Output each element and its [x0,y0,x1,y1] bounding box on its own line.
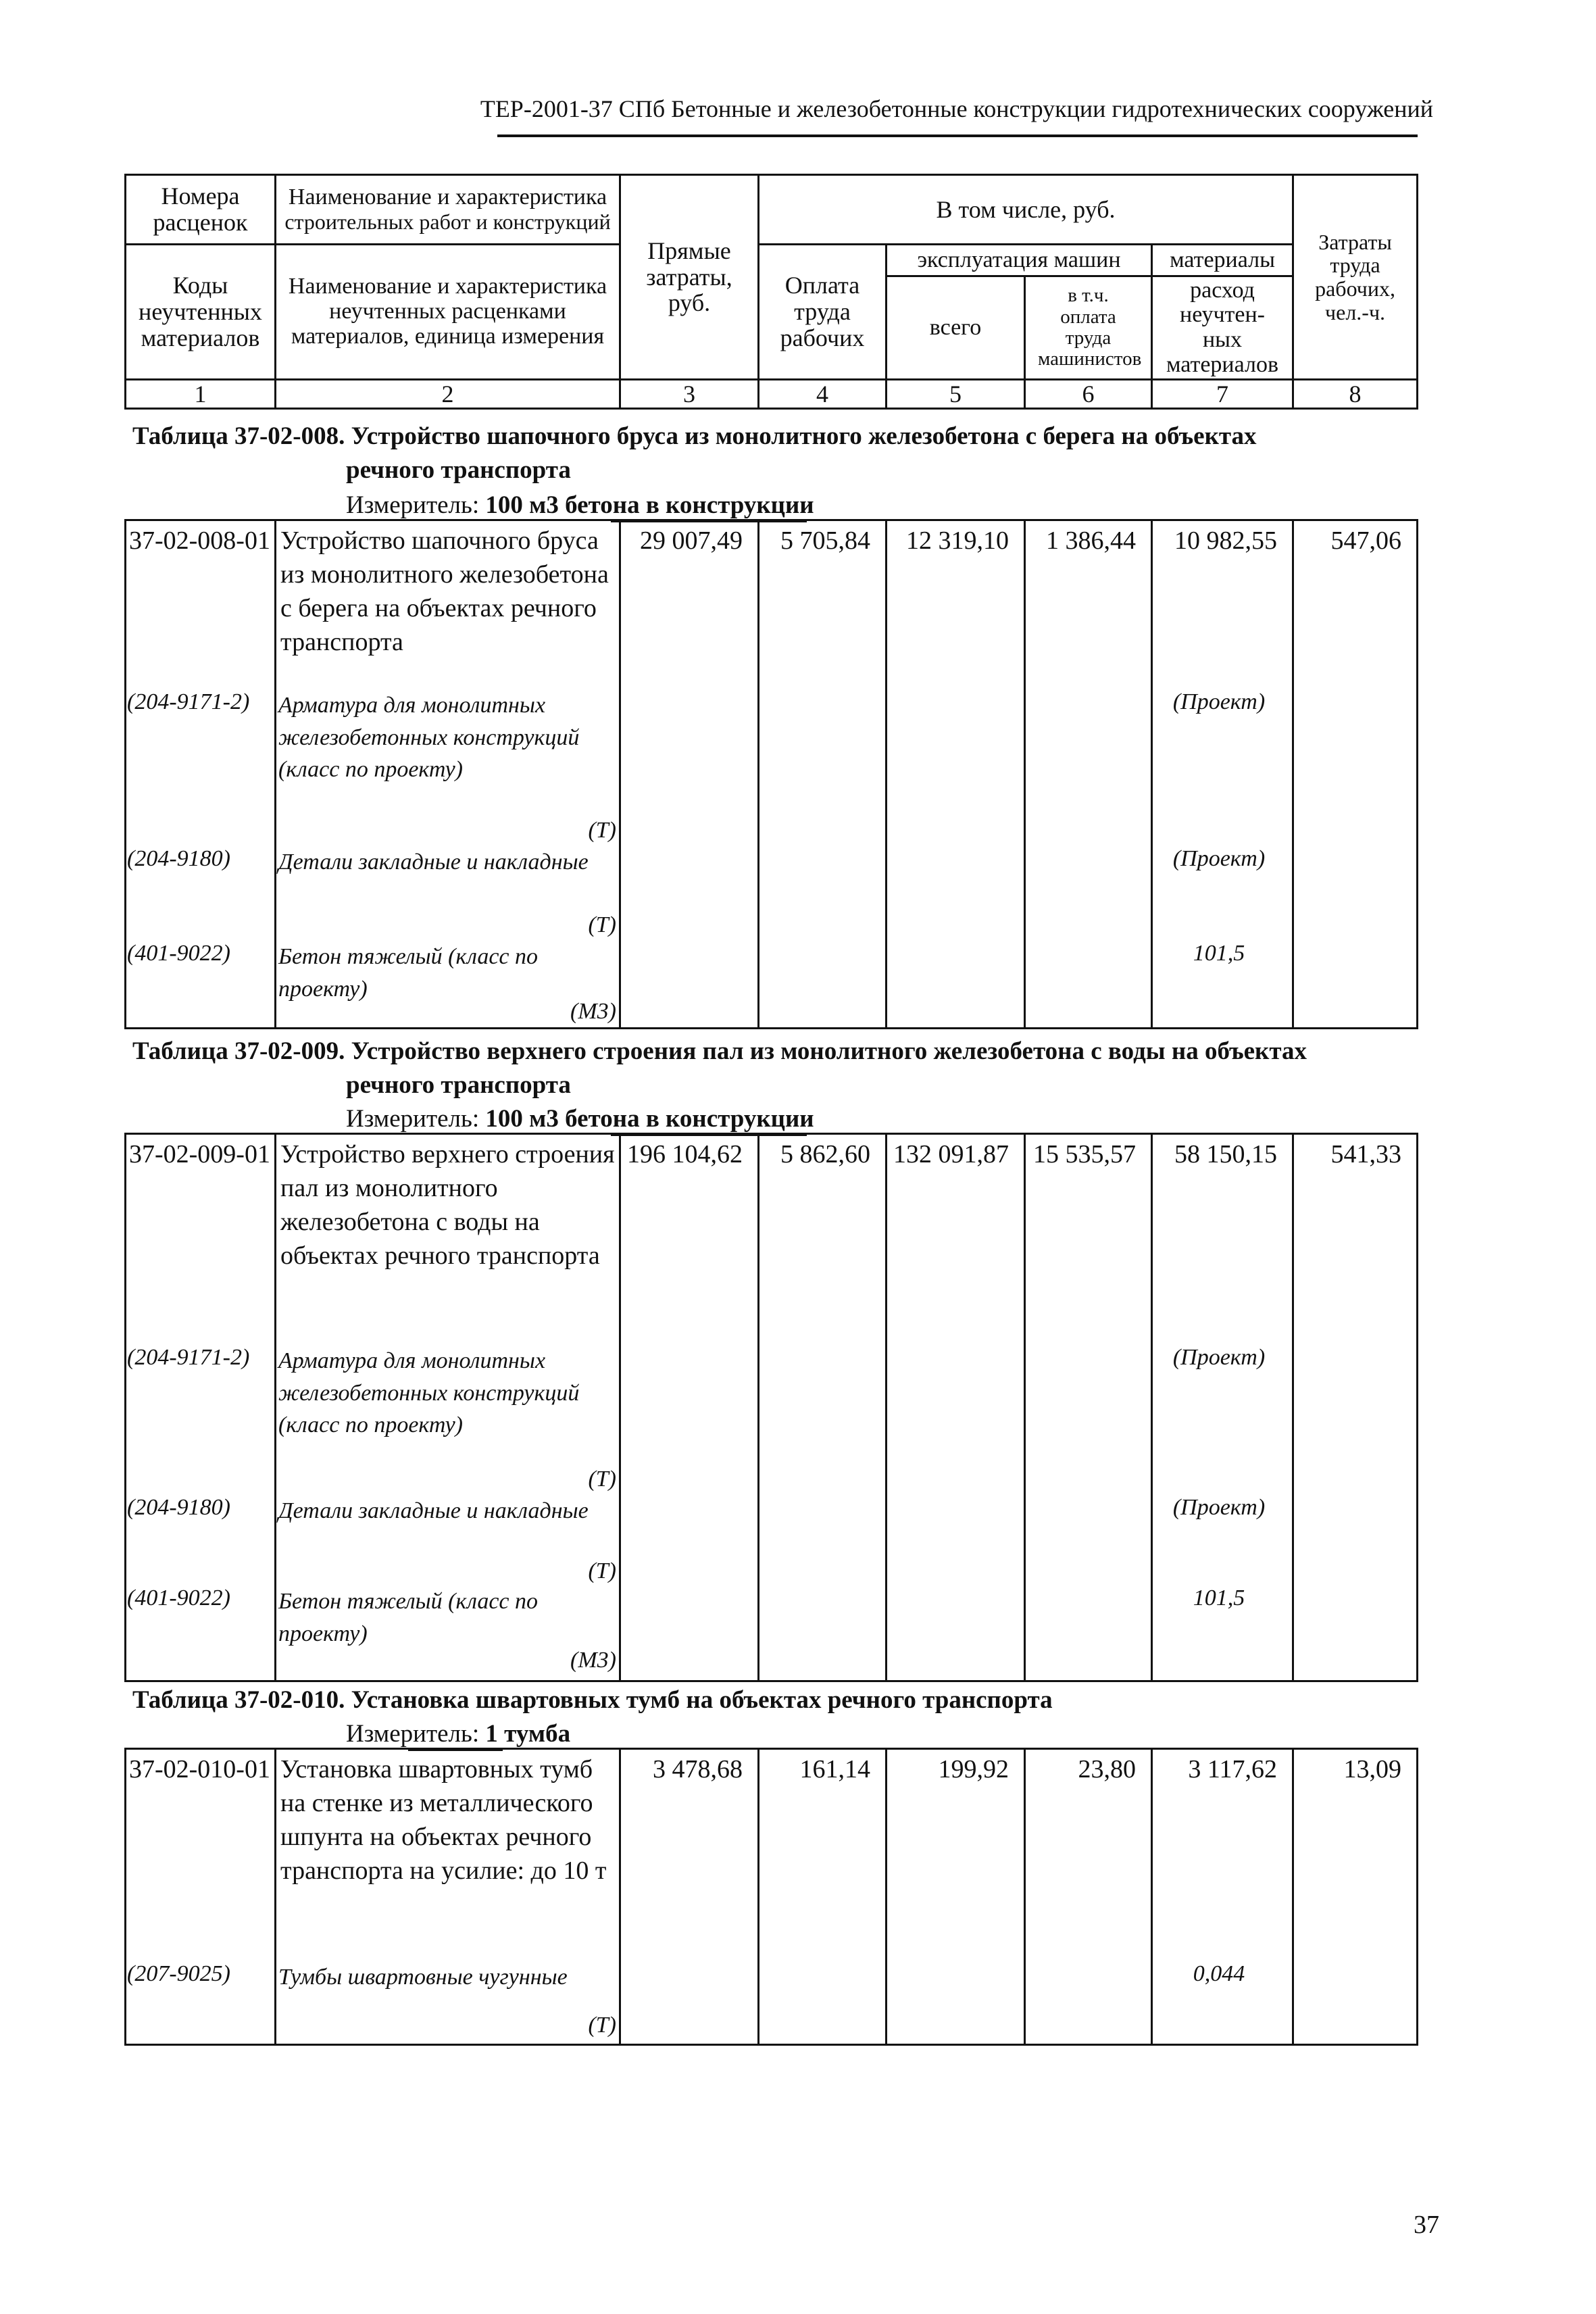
header-machines-total: всего [887,276,1025,380]
material-code: (401-9022) [127,941,230,966]
material-code: (401-9022) [127,1585,230,1610]
material-name: Детали закладные и накладные [278,850,589,875]
machinists-pay: 1 386,44 [1025,520,1152,1029]
page-header-title: ТЕР-2001-37 СПб Бетонные и железобетонные конструкции гидротехнических сооружений [480,95,1433,122]
col-num-7: 7 [1152,380,1293,409]
table-010-meter: Измеритель: 1 тумба [346,1720,571,1748]
material-name: Бетон тяжелый (класс по проекту) [278,1589,538,1646]
material-unit: (Т) [588,1467,616,1492]
col-num-5: 5 [887,380,1025,409]
material-name: Арматура для монолитных железобетонных конструкций (класс по проекту) [278,1348,580,1438]
machines-total: 12 319,10 [887,520,1025,1029]
table-009-caption-line1: Таблица 37-02-009. Устройство верхнего строения пал из монолитного железобетона с воды на объектах [132,1037,1307,1065]
rate-code: 37-02-009-01 [126,1134,276,1681]
header-labor-pay: Оплата труда рабочих [759,245,887,380]
col-num-6: 6 [1025,380,1152,409]
material-value: (Проект) [1172,1345,1266,1370]
materials-cost: 10 982,55 [1152,520,1293,1029]
table-009-meter: Измеритель: 100 м3 бетона в конструкции [346,1105,814,1133]
rate-code: 37-02-010-01 [126,1749,276,2045]
material-name: Бетон тяжелый (класс по проекту) [278,944,538,1002]
labor-hours: 541,33 [1293,1134,1418,1681]
materials-cost: 58 150,15 [1152,1134,1293,1681]
machinists-pay: 15 535,57 [1025,1134,1152,1681]
table-row [126,1749,1418,2045]
material-code: (204-9171-2) [127,1345,250,1370]
rate-code: 37-02-008-01 [126,520,276,1029]
header-machinists-pay: в т.ч. оплата труда машинистов [1025,276,1152,380]
col-num-1: 1 [126,380,276,409]
header-name-materials: Наименование и характеристика неучтенных расценками материалов, единица измерения [276,245,620,380]
page-number: 37 [1414,2211,1439,2239]
header-direct-costs: Прямые затраты, руб. [620,175,759,380]
material-value: (Проект) [1172,689,1266,714]
material-code: (207-9025) [127,1961,230,1986]
material-value: (Проект) [1172,846,1266,871]
material-code: (204-9180) [127,1495,230,1520]
col-num-8: 8 [1293,380,1418,409]
machines-total: 132 091,87 [887,1134,1025,1681]
material-unit: (Т) [588,1558,616,1583]
material-unit: (М3) [570,999,616,1024]
table-009-caption-line2: речного транспорта [346,1071,571,1099]
header-materials: материалы [1152,245,1293,276]
material-name: Арматура для монолитных железобетонных конструкций (класс по проекту) [278,693,580,783]
header-kody: Коды неучтенных материалов [126,245,276,380]
labor-hours: 547,06 [1293,520,1418,1029]
labor-pay: 5 705,84 [759,520,887,1029]
col-num-4: 4 [759,380,887,409]
table-008-caption-line1: Таблица 37-02-008. Устройство шапочного бруса из монолитного железобетона с берега на объектах [132,422,1257,450]
labor-pay: 5 862,60 [759,1134,887,1681]
column-header-table [124,174,1418,410]
header-v-tom-chisle: В том числе, руб. [759,175,1293,245]
material-code: (204-9180) [127,846,230,871]
material-value: 0,044 [1193,1961,1245,1986]
header-unaccounted-materials: расход неучтен-ных материалов [1152,276,1293,380]
material-unit: (Т) [588,818,616,843]
table-008-caption-line2: речного транспорта [346,456,571,484]
col-num-3: 3 [620,380,759,409]
table-010-caption-line1: Таблица 37-02-010. Установка швартовных тумб на объектах речного транспорта [132,1686,1053,1714]
material-code: (204-9171-2) [127,689,250,714]
material-unit: (Т) [588,2013,616,2038]
header-name-works: Наименование и характеристика строительных работ и конструкций [276,175,620,245]
table-008-meter: Измеритель: 100 м3 бетона в конструкции [346,491,814,519]
rate-name: Устройство шапочного бруса из монолитного железобетона с берега на объектах речного транспорта [276,520,620,1029]
material-unit: (Т) [588,912,616,937]
header-nomera-rascenok: Номера расценок [126,175,276,245]
header-machines: эксплуатация машин [887,245,1152,276]
material-name: Детали закладные и накладные [278,1498,589,1523]
direct-costs: 3 478,68 [620,1749,759,2045]
col-num-2: 2 [276,380,620,409]
rate-name: Устройство верхнего строения пал из монолитного железобетона с воды на объектах речного транспорта [276,1134,620,1681]
material-value: (Проект) [1172,1495,1266,1520]
machines-total: 199,92 [887,1749,1025,2045]
labor-pay: 161,14 [759,1749,887,2045]
labor-hours: 13,09 [1293,1749,1418,2045]
material-unit: (М3) [570,1648,616,1673]
rate-name: Установка швартовных тумб на стенке из металлического шпунта на объектах речного транспорта на усилие: до 10 т [276,1749,620,2045]
material-value: 101,5 [1193,941,1245,966]
header-rule [497,134,1418,137]
material-name: Тумбы швартовные чугунные [278,1965,568,1990]
materials-cost: 3 117,62 [1152,1749,1293,2045]
direct-costs: 29 007,49 [620,520,759,1029]
material-value: 101,5 [1193,1585,1245,1610]
column-numbers-row [126,380,1418,409]
machinists-pay: 23,80 [1025,1749,1152,2045]
header-labor-hours: Затраты труда рабочих, чел.-ч. [1293,175,1418,380]
direct-costs: 196 104,62 [620,1134,759,1681]
table-010 [124,1748,1418,2046]
